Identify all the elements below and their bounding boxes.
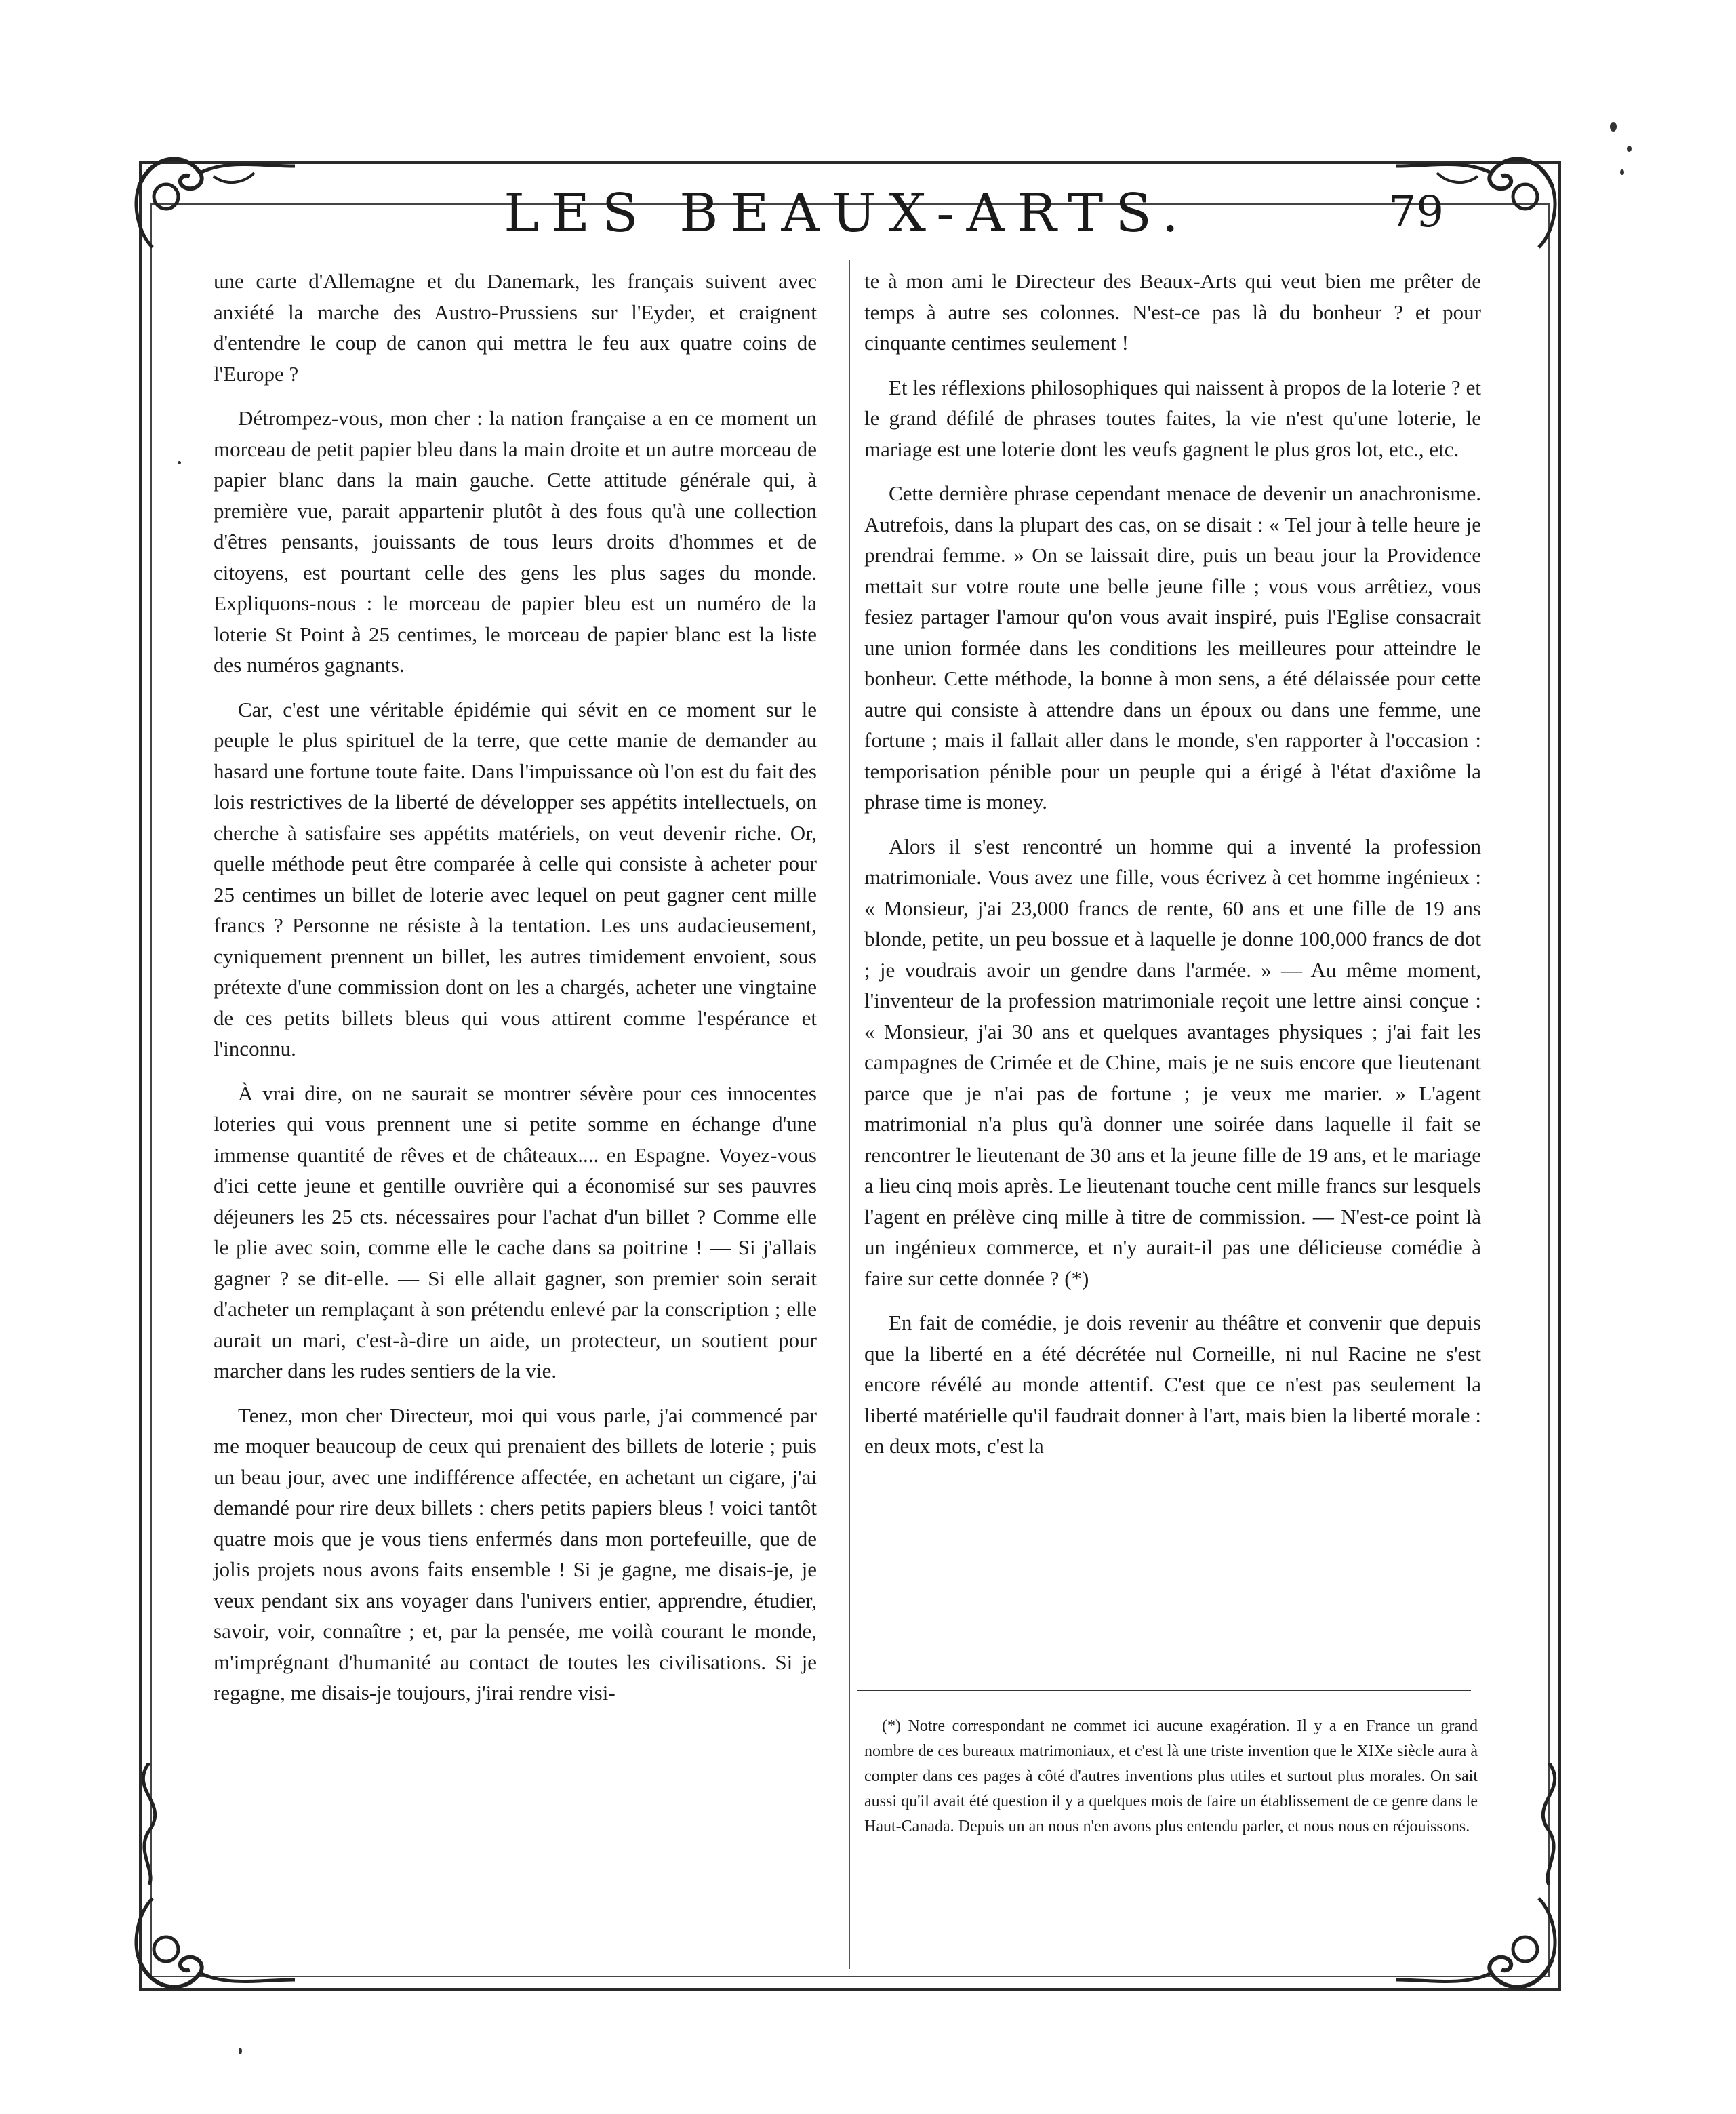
paragraph: Alors il s'est rencontré un homme qui a inventé la profession matrimoniale. Vous avez une fille, vous écrivez à cet homme ingénieux : « Monsieur, j'ai 23,000 francs de rente, 60 ans et une fille de 19 ans blonde, petite, un peu bossue et à laquelle je donne 100,000 francs de dot ; je voudrais avoir un gendre dans l'armée. » — Au même moment, l'inventeur de la profession matrimoniale reçoit une lettre ainsi conçue : « Monsieur, j'ai 30 ans et quelques avantages physiques ; j'ai fait les campagnes de Crimée et de Chine, mais je ne suis encore que lieutenant parce que je n'ai pas de fortune ; je veux me marier. » L'agent matrimonial n'a plus qu'à donner une soirée dans laquelle il fait se rencontrer le lieutenant de 30 ans et la jeune fille de 19 ans, et le mariage a lieu cinq mois après. Le lieutenant touche cent mille francs sur lesquels l'agent en prélève cinq mille à titre de commission. — N'est-ce point là un ingénieux commerce, et n'y aurait-il pas une délicieuse comédie à faire sur cette donnée ? (*) [864, 834, 1481, 1290]
corner-ornament-icon [125, 1892, 302, 2000]
corner-ornament-icon [1390, 1892, 1566, 2000]
masthead [149, 183, 1546, 244]
paragraph: Tenez, mon cher Directeur, moi qui vous parle, j'ai commencé par me moquer beaucoup de ceux qui prenaient des billets de loterie ; puis un beau jour, avec une indifférence affectée, en achetant un cigare, j'ai demandé pour rire deux billets : chers petits papiers bleus ! voici tantôt quatre mois que je vous tiens enfermés dans mon portefeuille, que de jolis projets nous avons faits ensemble ! Si je gagne, me disais-je, je veux pendant six ans voyager dans l'univers entier, apprendre, étudier, savoir, voir, connaître ; et, par la pensée, me voilà courant le monde, m'imprégnant d'humanité au contact de toutes les civilisations. Si je regagne, me disais-je toujours, j'irai rendre visi- [214, 1403, 817, 1704]
paragraph: Car, c'est une véritable épidémie qui sévit en ce moment sur le peuple le plus spirituel de la terre, que cette manie de demander au hasard une fortune toute faite. Dans l'impuissance où l'on est du fait des lois restrictives de la liberté de développer ses appétits intellectuels, on cherche à satisfaire ses appétits matériels, on veut devenir riche. Or, quelle méthode peut être comparée à celle qui consiste à acheter pour 25 centimes un billet de loterie avec lequel on peut gagner cent mille francs ? Personne ne résiste à la tentation. Les uns audacieusement, cyniquement prennent un billet, les autres timidement envoient, sous prétexte d'une commission dont on les a chargés, acheter une vingtaine de ces petits billets bleus qui vous attirent comme l'espérance et l'inconnu. [214, 697, 817, 1060]
scan-speck [239, 2048, 242, 2054]
paragraph: te à mon ami le Directeur des Beaux-Arts qui veut bien me prêter de temps à autre ses colonnes. N'est-ce pas là du bonheur ? et pour cinquante centimes seulement ! [864, 269, 1481, 355]
footnote-text: (*) Notre correspondant ne commet ici aucune exagération. Il y a en France un grand nombre de ces bureaux matrimoniaux, et c'est là une triste invention que le XIXe siècle aura à compter dans ces pages à côté d'autres inventions plus utiles et surtout plus morales. On sait aussi qu'il avait été question il y a quelques mois de faire un établissement de ce genre dans le Haut-Canada. Depuis un an nous n'en avons plus entendu parler, et nous nous en réjouissons. [864, 1717, 1478, 1835]
scan-speck [178, 461, 181, 464]
scan-speck [1610, 122, 1617, 132]
paragraph: Cette dernière phrase cependant menace de devenir un anachronisme. Autrefois, dans la plupart des cas, on se disait : « Tel jour à telle heure je prendrai femme. » On se laissait dire, puis un beau jour la Providence mettait sur votre route une belle jeune fille ; vous vous arrêtiez, vous fesiez partager l'amour qu'on vous avait inspiré, puis l'Eglise consacrait une union formée dans les conditions les meilleures pour atteindre le bonheur. Cette méthode, la bonne à mon sens, a été délaissée pour cette autre qui consiste à attendre dans un époux ou dans une femme, une fortune ; mais il fallait aller dans le monde, s'en rapporter à l'occasion : temporisation pénible pour un peuple qui a érigé à l'état d'axiôme la phrase time is money. [864, 481, 1481, 814]
footnote [864, 1714, 1478, 1839]
page-title: LES BEAUX-ARTS. [504, 183, 1191, 244]
column-divider [849, 260, 850, 1969]
paragraph: En fait de comédie, je dois revenir au théâtre et convenir que depuis que la liberté en a été décrétée nul Corneille, ni nul Racine ne s'est encore révélé au monde attentif. C'est que ce n'est pas seulement la liberté matérielle qu'il faudrait donner à l'art, mais bien la liberté morale : en deux mots, c'est la [864, 1311, 1481, 1458]
side-ornament-icon [1529, 1763, 1569, 1885]
page-number: 79 [1388, 187, 1444, 237]
scan-speck [1620, 169, 1624, 175]
side-ornament-icon [129, 1763, 169, 1885]
footnote-rule [857, 1690, 1471, 1691]
paragraph: une carte d'Allemagne et du Danemark, les français suivent avec anxiété la marche des Austro-Prussiens sur l'Eyder, et craignent d'entendre le coup de canon qui mettra le feu aux quatre coins de l'Europe ? [214, 269, 817, 386]
paragraph: À vrai dire, on ne saurait se montrer sévère pour ces innocentes loteries qui vous prennent une si petite somme en échange d'une immense quantité de rêves et de châteaux.... en Espagne. Voyez-vous d'ici cette jeune et gentille ouvrière qui a économisé sur ses pauvres déjeuners les 25 cts. nécessaires pour l'achat d'un billet ? Comme elle le plie avec soin, comme elle le cache dans sa poitrine ! — Si j'allais gagner ? se dit-elle. — Si elle allait gagner, son premier soin serait d'acheter un remplaçant à son prétendu enlevé par la conscription ; elle aurait un mari, c'est-à-dire un aide, un protecteur, un soutient pour marcher dans les rudes sentiers de la vie. [214, 1081, 817, 1382]
left-column [214, 266, 817, 1722]
paragraph: Détrompez-vous, mon cher : la nation française a en ce moment un morceau de petit papier bleu dans la main droite et un autre morceau de papier blanc dans la main gauche. Cette attitude générale qui, à première vue, parait appartenir plutôt à des fous qu'à une collection d'êtres pensants, jouissants de tous leurs droits d'hommes et de citoyens, est pourtant celle des gens les plus sages du monde. Expliquons-nous : le morceau de papier bleu est un numéro de la loterie St Point à 25 centimes, le morceau de papier blanc est la liste des numéros gagnants. [214, 406, 817, 677]
right-column [864, 266, 1481, 1475]
paragraph: Et les réflexions philosophiques qui naissent à propos de la loterie ? et le grand défilé de phrases toutes faites, la vie n'est qu'une loterie, le mariage est une loterie dont les veufs gagnent le plus gros lot, etc., etc. [864, 375, 1481, 461]
scan-speck [1627, 146, 1632, 152]
